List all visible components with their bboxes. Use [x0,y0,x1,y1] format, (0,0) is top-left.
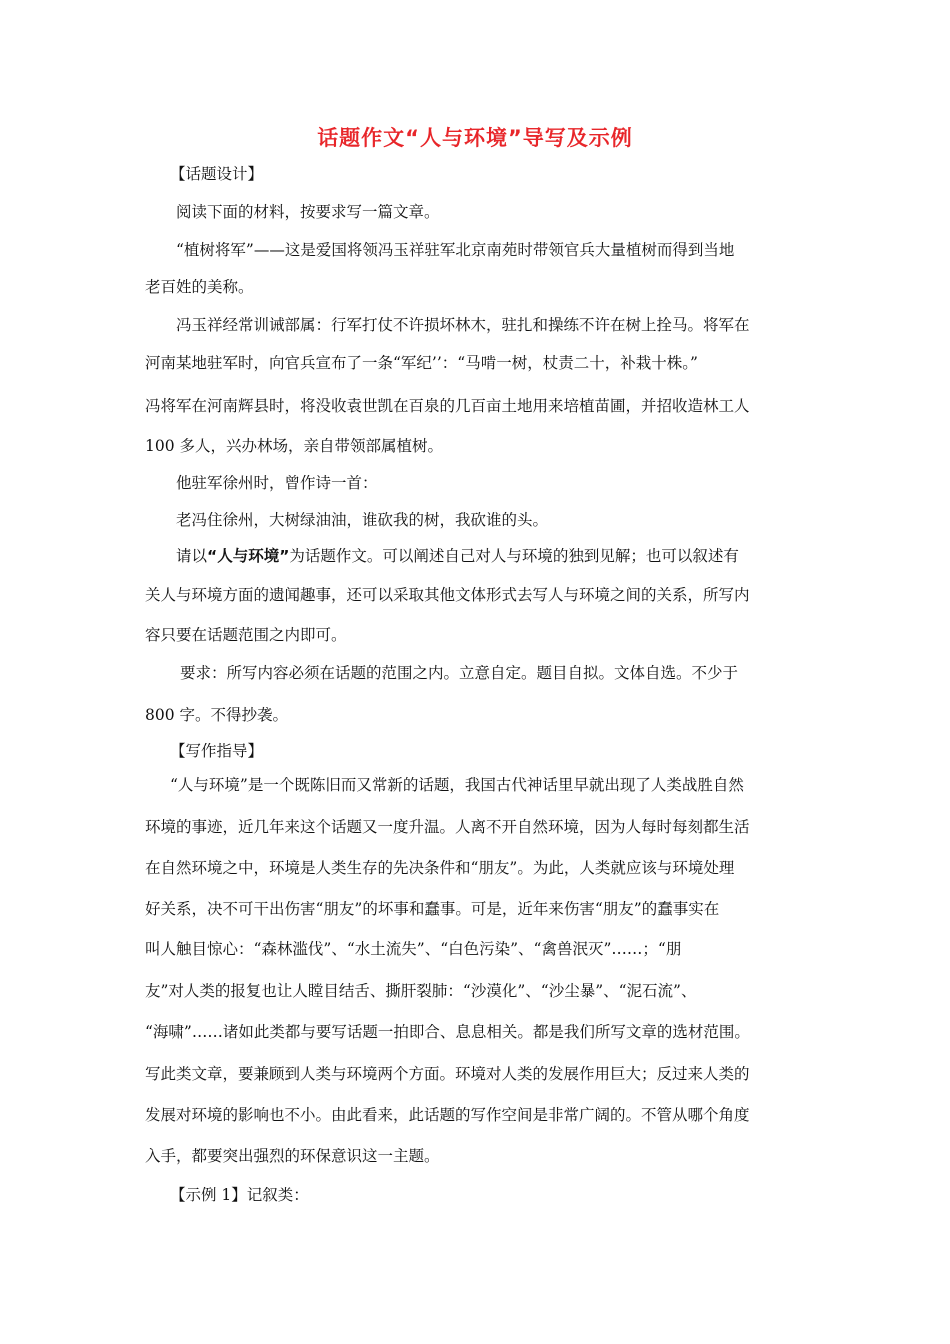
paragraph-line: 友”对人类的报复也让人瞠目结舌、撕肝裂肺：“沙漠化”、“沙尘暴”、“泥石流”、 [145,982,697,1000]
paragraph-line: “海啸”……诸如此类都与要写话题一拍即合、息息相关。都是我们所写文章的选材范围。 [145,1023,750,1041]
paragraph-line: 阅读下面的材料，按要求写一篇文章。 [176,203,440,221]
paragraph-line: 发展对环境的影响也不小。由此看来，此话题的写作空间是非常广阔的。不管从哪个角度 [145,1106,750,1124]
paragraph-line: 容只要在话题范围之内即可。 [145,626,347,644]
prompt-topic: “人与环境” [207,547,290,565]
requirements-line: 要求：所写内容必须在话题的范围之内。立意自定。题目自拟。文体自选。不少于 [180,664,739,682]
requirements-line: 800 字。不得抄袭。 [145,706,289,724]
paragraph-line: 100 多人，兴办林场，亲自带领部属植树。 [145,437,444,455]
paragraph-line: 叫人触目惊心：“森林滥伐”、“水土流失”、“白色污染”、“禽兽泯灭”……；“朋 [145,940,682,958]
poem-line: 老冯住徐州，大树绿油油，谁砍我的树，我砍谁的头。 [176,511,549,529]
paragraph-line: 冯将军在河南辉县时，将没收袁世凯在百泉的几百亩土地用来培植苗圃，并招收造林工人 [145,397,750,415]
paragraph-line: 他驻军徐州时，曾作诗一首： [176,474,378,492]
paragraph-line: 冯玉祥经常训诫部属：行军打仗不许损坏林木，驻扎和操练不许在树上拴马。将军在 [176,316,750,334]
document-title: 话题作文“人与环境”导写及示例 [317,126,633,150]
section-heading-topic-design: 【话题设计】 [170,165,264,183]
paragraph-line [176,545,856,567]
prompt-suffix: 为话题作文。可以阐述自己对人与环境的独到见解；也可以叙述有 [289,547,739,565]
paragraph-line: 关人与环境方面的遗闻趣事，还可以采取其他文体形式去写人与环境之间的关系，所写内 [145,586,750,604]
paragraph-line: 好关系，决不可干出伤害“朋友”的坏事和蠢事。可是，近年来伤害“朋友”的蠢事实在 [145,900,720,918]
paragraph-line: 老百姓的美称。 [145,278,254,296]
paragraph-line: 河南某地驻军时，向官兵宣布了一条“军纪’’：“马啃一树，杖责二十，补栽十株。” [145,354,698,372]
section-heading-example-1: 【示例 1】记叙类： [170,1186,309,1204]
prompt-prefix: 请以 [176,547,208,565]
paragraph-line: 写此类文章，要兼顾到人类与环境两个方面。环境对人类的发展作用巨大；反过来人类的 [145,1065,750,1083]
paragraph-line: 入手，都要突出强烈的环保意识这一主题。 [145,1147,440,1165]
paragraph-line: “植树将军”——这是爱国将领冯玉祥驻军北京南苑时带领官兵大量植树而得到当地 [176,241,735,259]
paragraph-line: “人与环境”是一个既陈旧而又常新的话题，我国古代神话里早就出现了人类战胜自然 [170,776,744,794]
paragraph-line: 环境的事迹，近几年来这个话题又一度升温。人离不开自然环境，因为人每时每刻都生活 [145,818,750,836]
section-heading-writing-guide: 【写作指导】 [170,742,264,760]
paragraph-line: 在自然环境之中，环境是人类生存的先决条件和“朋友”。为此，人类就应该与环境处理 [145,859,735,877]
